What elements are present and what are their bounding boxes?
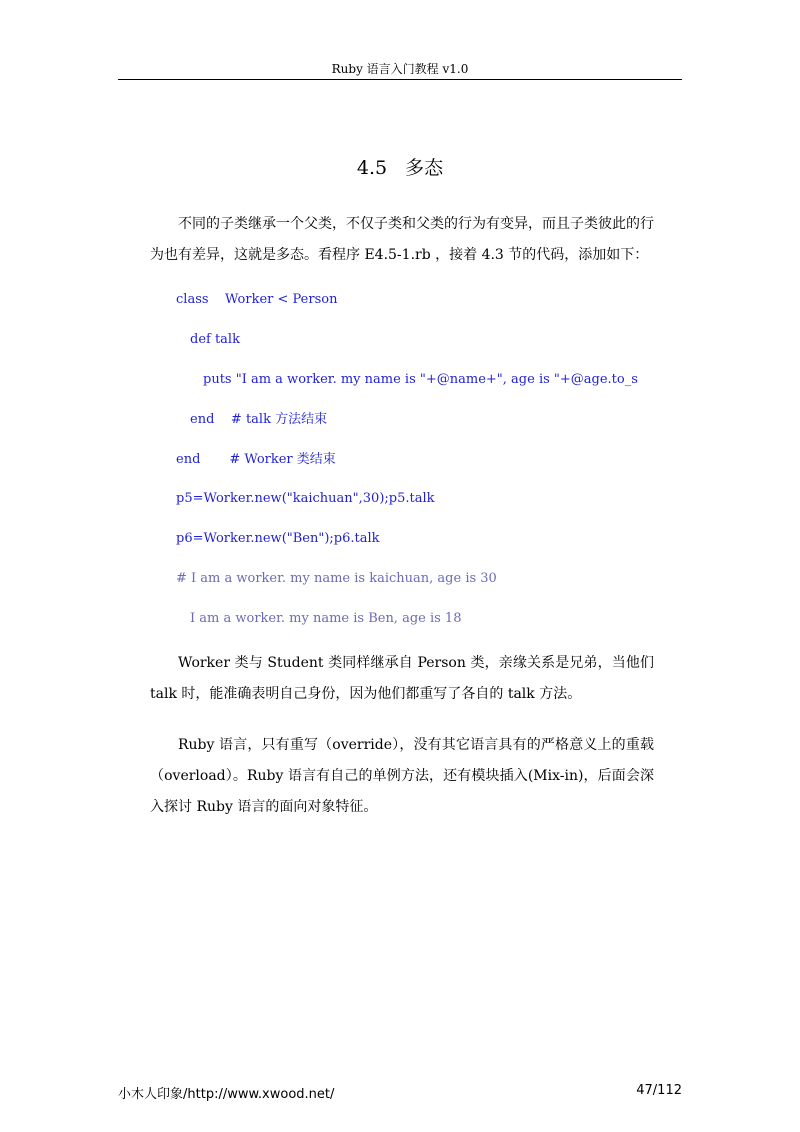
section-title-text: 多态 [405,157,444,179]
paragraph-3-text: Ruby 语言，只有重写（override），没有其它语言具有的严格意义上的重载（overload）。Ruby 语言有自己的单例方法，还有模块插入(Mix-in)，后面会深入探讨 Ruby 语言的面向对象特征。 [150,737,654,815]
code-line-1: class Worker < Person [176,292,338,307]
footer-source: 小木人印象/http://www.xwood.net/ [118,1087,335,1102]
code-line-7: p6=Worker.new("Ben");p6.talk [176,531,380,546]
code-line-2: def talk [190,332,240,347]
section-title [0,156,800,180]
paragraph-3 [150,730,654,823]
header-rule [118,79,682,80]
code-output-line-1: # I am a worker. my name is kaichuan, age is 30 [176,571,497,586]
page-header [118,62,682,76]
code-line-4: end # talk 方法结束 [190,412,328,427]
footer-page-number: 47/112 [636,1083,682,1098]
code-line-5: end # Worker 类结束 [176,452,336,467]
code-line-3: puts "I am a worker. my name is "+@name+", age is "+@age.to_s [203,372,638,387]
section-number: 4.5 [356,157,388,179]
paragraph-2 [150,648,654,710]
intro-text: 不同的子类继承一个父类，不仅子类和父类的行为有变异，而且子类彼此的行为也有差异，这就是多态。看程序 E4.5-1.rb ，接着 4.3 节的代码，添加如下： [150,216,654,263]
intro-paragraph [150,209,654,271]
header-title: Ruby 语言入门教程 v1.0 [331,62,469,76]
code-line-6: p5=Worker.new("kaichuan",30);p5.talk [176,491,435,506]
code-output-line-2: I am a worker. my name is Ben, age is 18 [190,611,462,626]
paragraph-2-text: Worker 类与 Student 类同样继承自 Person 类，亲缘关系是兄弟，当他们 talk 时，能准确表明自己身份，因为他们都重写了各自的 talk 方法。 [150,655,654,702]
